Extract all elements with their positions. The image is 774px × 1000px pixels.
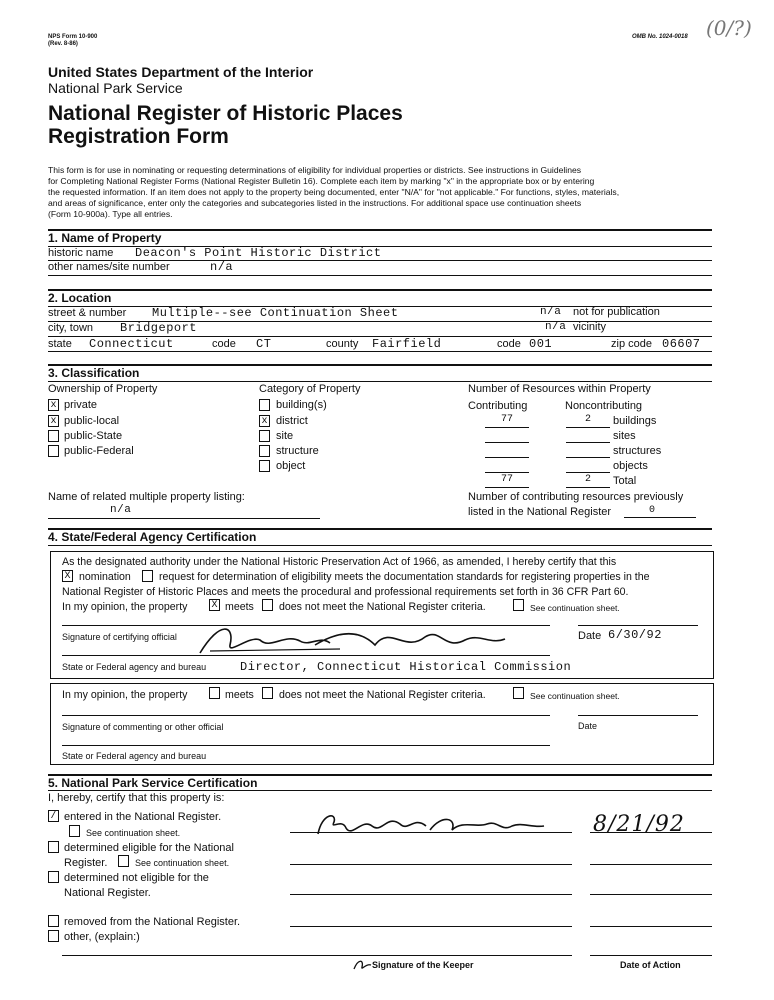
not-for-publication-mark[interactable]: n/a [540, 306, 562, 318]
previously-listed-label-2: listed in the National Register [468, 506, 612, 518]
service-name: National Park Service [48, 80, 183, 96]
state-value[interactable]: Connecticut [89, 337, 174, 351]
public-local-checkbox[interactable]: x [48, 415, 59, 427]
removed-checkbox[interactable] [48, 915, 59, 927]
county-code-value[interactable]: 001 [529, 337, 553, 351]
ownership-heading: Ownership of Property [48, 383, 158, 395]
county-value[interactable]: Fairfield [372, 337, 442, 351]
site-checkbox[interactable] [259, 430, 270, 442]
determined-not-eligible-label: determined not eligible for the [64, 872, 209, 884]
instructions-line: for Completing National Register Forms (National Register Bulletin 16). Complete each item by marking "x" in the appropriate box or by entering [48, 176, 595, 186]
object-checkbox[interactable] [259, 460, 270, 472]
section-rule [48, 545, 712, 546]
contributing-buildings[interactable]: 77 [500, 414, 513, 425]
nomination-checkbox[interactable]: X [62, 570, 73, 582]
corner-handwritten-mark: (0/?) [706, 16, 752, 40]
determined-eligible-label-2: Register. [64, 857, 108, 869]
county-label: county [326, 338, 359, 350]
structure-checkbox[interactable] [259, 445, 270, 457]
eligible-see-continuation-checkbox[interactable] [118, 855, 129, 867]
keeper-signature-line [290, 926, 572, 927]
resources-heading: Number of Resources within Property [468, 383, 651, 395]
certification-date-value[interactable]: 6/30/92 [608, 628, 662, 642]
initials-mark [352, 957, 374, 973]
eligible-see-continuation-label: See continuation sheet. [135, 858, 230, 868]
object-label: object [276, 460, 306, 472]
form-number: NPS Form 10-900 [48, 34, 98, 40]
field-rule [566, 457, 610, 458]
keeper-signature [312, 808, 552, 842]
action-date-line [590, 955, 712, 956]
public-local-label: public-local [64, 415, 120, 427]
field-rule [566, 472, 610, 473]
vicinity-mark[interactable]: n/a [545, 321, 567, 333]
meets-checkbox-2[interactable] [209, 687, 220, 699]
see-continuation-label-2: See continuation sheet. [530, 691, 620, 701]
does-not-meet-checkbox[interactable] [262, 599, 273, 611]
determined-not-eligible-checkbox[interactable] [48, 871, 59, 883]
date-of-action-label: Date of Action [620, 960, 681, 970]
noncontributing-total[interactable]: 2 [584, 474, 591, 485]
see-continuation-checkbox-2[interactable] [513, 687, 524, 699]
signature-commenting-label: Signature of commenting or other official [62, 722, 224, 732]
instructions-line: the requested information. If an item does not apply to the property being documented, enter "N/A" for "not applicable." For functions, styles, materials, [48, 187, 620, 197]
building-label: building(s) [276, 399, 327, 411]
meets-label-2: meets [225, 689, 254, 701]
city-label: city, town [48, 322, 94, 334]
opinion-label: In my opinion, the property [62, 601, 188, 613]
zip-value[interactable]: 06607 [662, 337, 701, 351]
certification-paragraph-line-1: As the designated authority under the National Historic Preservation Act of 1966, as amended, I hereby certify that this [62, 556, 617, 568]
action-date-value[interactable]: 8/21/92 [593, 812, 685, 837]
sites-label: sites [613, 430, 636, 442]
section-1-heading: 1. Name of Property [48, 231, 162, 245]
determined-eligible-checkbox[interactable] [48, 841, 59, 853]
field-rule [566, 442, 610, 443]
keeper-signature-line [290, 864, 572, 865]
vicinity-label: vicinity [573, 321, 607, 333]
state-code-label: code [212, 338, 236, 350]
section-divider [48, 289, 712, 291]
private-checkbox[interactable]: x [48, 399, 59, 411]
request-label: request for determination of eligibility meets the documentation standards for registering properties in the [159, 571, 650, 583]
section-3-heading: 3. Classification [48, 366, 140, 380]
county-code-label: code [497, 338, 521, 350]
multiple-listing-value[interactable]: n/a [110, 504, 132, 516]
request-checkbox[interactable] [142, 570, 153, 582]
does-not-meet-label-2: does not meet the National Register criteria. [279, 689, 486, 701]
certification-date-label: Date [578, 630, 602, 642]
city-value[interactable]: Bridgeport [120, 321, 198, 335]
instructions-line: This form is for use in nominating or requesting determinations of eligibility for individual properties or districts. See instructions in Guidelines [48, 165, 582, 175]
nomination-label: nomination [79, 571, 131, 583]
other-label: other, (explain:) [64, 931, 140, 943]
entered-label: entered in the National Register. [64, 811, 222, 823]
site-label: site [276, 430, 294, 442]
instructions-line: and areas of significance, enter only the categories and subcategories listed in the instructions. For additional space use continuation sheets [48, 198, 582, 208]
signature-line [62, 715, 550, 716]
multiple-listing-label: Name of related multiple property listing: [48, 491, 245, 503]
buildings-label: buildings [613, 415, 657, 427]
removed-label: removed from the National Register. [64, 916, 241, 928]
state-label: state [48, 338, 72, 350]
agency-value[interactable]: Director, Connecticut Historical Commission [240, 660, 572, 674]
omb-number: OMB No. 1024-0018 [632, 34, 688, 40]
other-names-label: other names/site number [48, 261, 170, 273]
form-title: National Register of Historic Places [48, 102, 403, 125]
street-value[interactable]: Multiple--see Continuation Sheet [152, 306, 399, 320]
contributing-heading: Contributing [468, 400, 528, 412]
action-date-line [590, 894, 712, 895]
field-rule [485, 457, 529, 458]
other-checkbox[interactable] [48, 930, 59, 942]
keeper-label: Signature of the Keeper [372, 960, 474, 970]
department-name: United States Department of the Interior [48, 64, 314, 80]
zip-label: zip code [611, 338, 652, 350]
opinion-label-2: In my opinion, the property [62, 689, 188, 701]
field-rule [566, 487, 610, 488]
keeper-signature-line [290, 894, 572, 895]
action-date-line [590, 864, 712, 865]
keeper-signature-line [62, 955, 572, 956]
public-state-label: public-State [64, 430, 123, 442]
previously-listed-value[interactable]: 0 [648, 505, 655, 516]
field-rule [48, 351, 712, 352]
field-rule [485, 487, 529, 488]
historic-name-label: historic name [48, 247, 114, 259]
meets-checkbox[interactable]: X [209, 599, 220, 611]
section-2-heading: 2. Location [48, 291, 112, 305]
form-revision: (Rev. 8-86) [48, 41, 78, 47]
private-label: private [64, 399, 98, 411]
previously-listed-label: Number of contributing resources previously [468, 491, 684, 503]
form-subtitle: Registration Form [48, 125, 229, 148]
comment-date-label: Date [578, 721, 598, 731]
noncontributing-buildings[interactable]: 2 [584, 414, 591, 425]
total-label: Total [613, 475, 637, 487]
public-state-checkbox[interactable] [48, 430, 59, 442]
structure-label: structure [276, 445, 319, 457]
field-rule [485, 472, 529, 473]
agency-line [62, 655, 550, 656]
does-not-meet-checkbox-2[interactable] [262, 687, 273, 699]
section-divider [48, 364, 712, 366]
certification-paragraph-line-3: National Register of Historic Places and meets the procedural and professional requirements set forth in 36 CFR Part 60. [62, 586, 629, 598]
section-5-heading: 5. National Park Service Certification [48, 776, 258, 790]
historic-name-value[interactable]: Deacon's Point Historic District [135, 246, 382, 260]
determined-eligible-label: determined eligible for the National [64, 842, 234, 854]
instructions [48, 165, 728, 220]
building-checkbox[interactable] [259, 399, 270, 411]
state-code-value[interactable]: CT [256, 337, 272, 351]
entered-see-continuation-label: See continuation sheet. [86, 828, 181, 838]
entered-see-continuation-checkbox[interactable] [69, 825, 80, 837]
date-line [578, 715, 698, 716]
section-4-heading: 4. State/Federal Agency Certification [48, 530, 257, 544]
section-rule [48, 790, 712, 791]
field-rule [485, 442, 529, 443]
meets-label: meets [225, 601, 254, 613]
field-rule [48, 518, 320, 519]
public-federal-label: public-Federal [64, 445, 134, 457]
category-heading: Category of Property [259, 383, 361, 395]
signature-certifying-label: Signature of certifying official [62, 632, 177, 642]
section-rule [48, 381, 712, 382]
agency-label-2: State or Federal agency and bureau [62, 751, 207, 761]
other-names-value[interactable]: n/a [210, 260, 234, 274]
noncontributing-heading: Noncontributing [565, 400, 643, 412]
agency-label: State or Federal agency and bureau [62, 662, 207, 672]
entered-checkbox[interactable]: / [48, 810, 59, 822]
see-continuation-label: See continuation sheet. [530, 603, 620, 613]
not-for-publication-label: not for publication [573, 306, 660, 318]
district-checkbox[interactable]: x [259, 415, 270, 427]
public-federal-checkbox[interactable] [48, 445, 59, 457]
action-date-line [590, 926, 712, 927]
objects-label: objects [613, 460, 648, 472]
field-rule [624, 517, 696, 518]
field-rule [485, 427, 529, 428]
date-line [578, 625, 698, 626]
does-not-meet-label: does not meet the National Register criteria. [279, 601, 486, 613]
determined-not-eligible-label-2: National Register. [64, 887, 151, 899]
contributing-total[interactable]: 77 [500, 474, 513, 485]
instructions-line: (Form 10-900a). Type all entries. [48, 209, 173, 219]
field-rule [48, 275, 712, 276]
street-label: street & number [48, 307, 127, 319]
structures-label: structures [613, 445, 662, 457]
district-label: district [276, 415, 308, 427]
see-continuation-checkbox[interactable] [513, 599, 524, 611]
field-rule [566, 427, 610, 428]
agency-line [62, 745, 550, 746]
certify-label: I, hereby, certify that this property is: [48, 792, 225, 804]
